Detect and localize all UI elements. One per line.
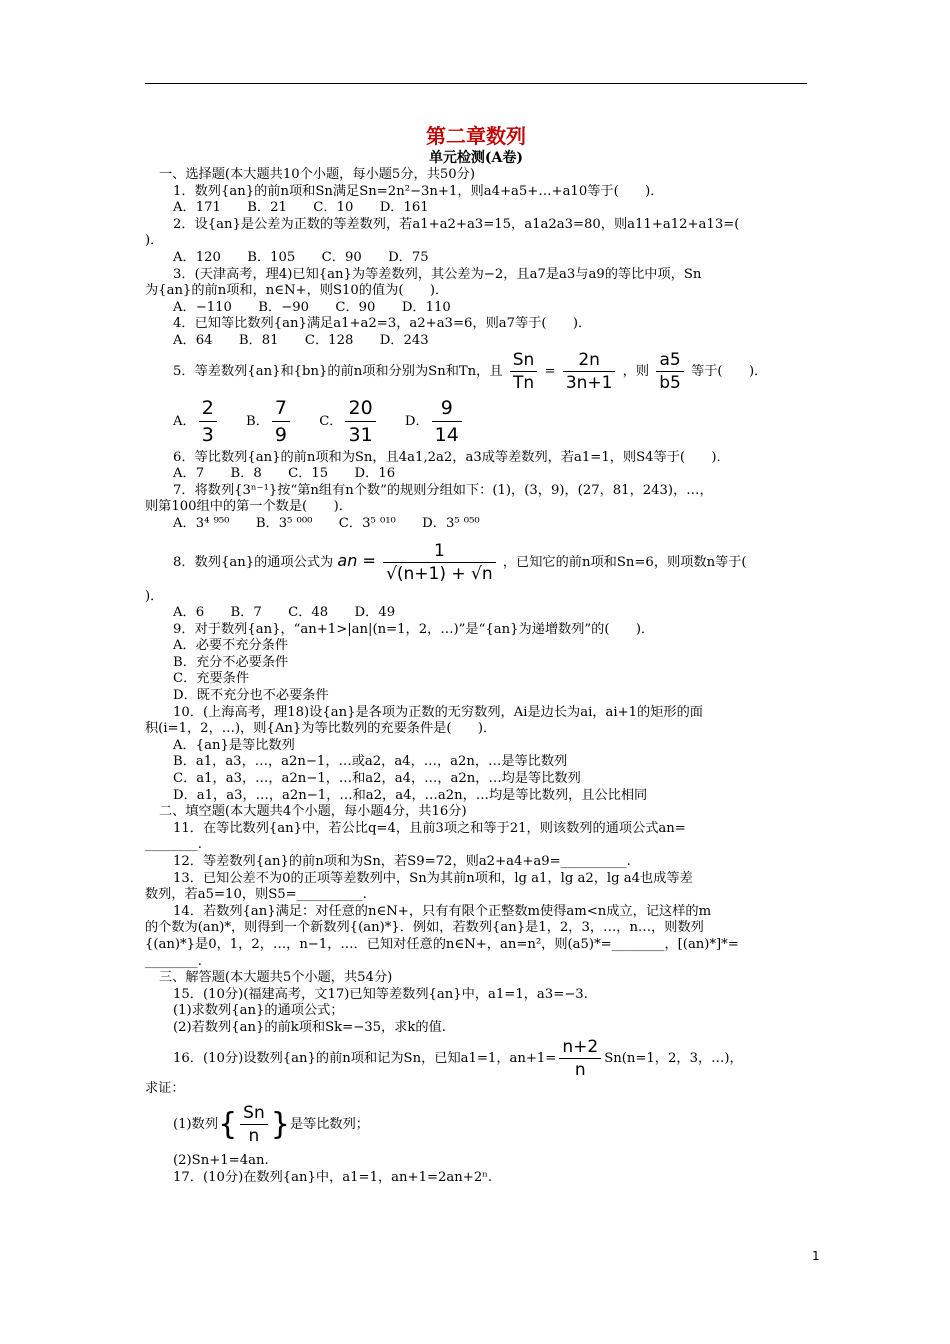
question-4: 4．已知等比数列{an}满足a1+a2=3，a2+a3=6，则a7等于( )． (173, 316, 592, 332)
fraction-n2-n: $\frac{n+2}{n}$ (559, 1037, 601, 1080)
question-2: 2．设{an}是公差为正数的等差数列，若a1+a2+a3=15，a1a2a3=80，则a11+a12+a13=( (173, 216, 740, 232)
page-number: 1 (812, 1249, 820, 1263)
option-b-fraction: $\frac{7}{9}$ (272, 396, 290, 447)
question-7-cont: 则第100组中的第一个数是( )． (145, 499, 352, 515)
option-10c: C．a1，a3，…，a2n−1，…和a2，a4，…，a2n，…均是等比数列 (173, 771, 581, 787)
question-13: 13．已知公差不为0的正项等差数列中，Sn为其前n项和，lg a1，lg a2，lg a4也成等差 (173, 870, 693, 886)
formula-an: an = (337, 550, 376, 570)
question-14-cont2: {(an)*}是0，1，2，…，n−1，…．已知对任意的n∈N+，an=n²，则(a5)*=________，[(an)*]*= (145, 936, 739, 952)
question-10-cont: 积(i=1，2，…)，则{An}为等比数列的充要条件是( )． (145, 721, 497, 737)
option-9c: C．充要条件 (173, 671, 250, 687)
question-17: 17．(10分)在数列{an}中，a1=1，an+1=2an+2ⁿ. (173, 1169, 493, 1185)
fraction-a5-b5: $\frac{a5}{b5}$ (656, 350, 684, 393)
question-11-cont: ________. (145, 837, 202, 853)
fraction-sn-tn: $\frac{Sn}{Tn}$ (510, 350, 538, 393)
question-7: 7．将数列{3ⁿ⁻¹}按“第n组有n个数”的规则分组如下：(1)，(3，9)，(27，81，243)，…， (173, 482, 713, 498)
question-15-part1: (1)求数列{an}的通项公式； (173, 1003, 344, 1019)
chapter-title: 第二章数列 (426, 124, 526, 148)
question-9: 9．对于数列{an}，“an+1>|an|(n=1，2，…)”是“{an}为递增数列”的( )． (173, 621, 655, 637)
question-2-cont: )． (145, 233, 164, 249)
question-16-part1: (1)数列{ $\frac{Sn}{n}$ }是等比数列； (173, 1103, 369, 1147)
question-16-part2: (2)Sn+1=4an. (173, 1153, 269, 1169)
fraction-2n: $\frac{2n}{3n+1}$ (563, 350, 616, 393)
question-14-cont3: ________. (145, 953, 202, 969)
option-9d: D．既不充分也不必要条件 (173, 688, 329, 704)
options-5: A． $\frac{2}{3}$ B． $\frac{7}{9}$ C． $\frac{20}{31}$ D． $\frac{9}{14}$ (145, 394, 807, 450)
question-13-cont: 数列，若a5=10，则S5=__________. (145, 887, 367, 903)
options-6: A．7 B．8 C．15 D．16 (173, 466, 396, 482)
option-d-fraction: $\frac{9}{14}$ (432, 396, 462, 447)
option-10d: D．a1，a3，…，a2n−1，…和a2，a4，…a2n，…均是等比数列，且公比相同 (173, 787, 648, 803)
section-heading-fill: 二、填空题(本大题共4个小题，每小题4分，共16分) (159, 804, 467, 820)
question-14-cont: 的个数为(an)*，则得到一个新数列{(an)*}．例如，若数列{an}是1，2，3，…，n…，则数列 (145, 920, 704, 936)
right-brace-icon: } (270, 1106, 290, 1142)
option-9a: A．必要不充分条件 (173, 638, 289, 654)
question-5: 5．等差数列{an}和{bn}的前n项和分别为Sn和Tn，且 $\frac{Sn}{Tn}$ = $\frac{2n}{3n+1}$ ，则 $\frac{a5}{b5}$ 等于( )． (173, 349, 768, 393)
question-15-part2: (2)若数列{an}的前k项和Sk=−35，求k的值. (173, 1019, 446, 1035)
options-3: A．−110 B．−90 C．90 D．110 (173, 299, 451, 315)
header-rule (145, 83, 807, 84)
question-16: 16．(10分)设数列{an}的前n项和记为Sn，已知a1=1，an+1= $\frac{n+2}{n}$ Sn(n=1，2，3，…)， (173, 1036, 743, 1080)
options-4: A．64 B．81 C．128 D．243 (173, 332, 429, 348)
section-heading-choice: 一、选择题(本大题共10个小题，每小题5分，共50分) (159, 167, 475, 182)
question-11: 11．在等比数列{an}中，若公比q=4，且前3项之和等于21，则该数列的通项公式an= (173, 820, 686, 836)
options-1: A．171 B．21 C．10 D．161 (173, 200, 429, 216)
fraction-sqrt: $\frac{1}{√(n+1) + √n}$ (383, 541, 496, 584)
question-8-cont: )． (145, 588, 164, 604)
option-a-fraction: $\frac{2}{3}$ (199, 396, 217, 447)
section-heading-answer: 三、解答题(本大题共5个小题，共54分) (159, 970, 393, 986)
question-16-cont: 求证： (145, 1080, 185, 1096)
options-8: A．6 B．7 C．48 D．49 (173, 605, 396, 621)
question-8: 8．数列{an}的通项公式为 an = $\frac{1}{√(n+1) + √n}$ ，已知它的前n项和Sn=6，则项数n等于( (173, 540, 747, 584)
left-brace-icon: { (218, 1106, 238, 1142)
option-10a: A．{an}是等比数列 (173, 737, 295, 753)
option-c-fraction: $\frac{20}{31}$ (345, 396, 375, 447)
question-3-cont: 为{an}的前n项和，n∈N+，则S10的值为( )． (145, 283, 449, 299)
question-3: 3．(天津高考，理4)已知{an}为等差数列，其公差为−2，且a7是a3与a9的等比中项，Sn (173, 266, 702, 282)
option-10b: B．a1，a3，…，a2n−1，…或a2，a4，…，a2n，…是等比数列 (173, 754, 568, 770)
section-subtitle: 单元检测(A卷) (428, 150, 524, 166)
question-15: 15．(10分)(福建高考，文17)已知等差数列{an}中，a1=1，a3=−3. (173, 986, 588, 1002)
question-12: 12．等差数列{an}的前n项和为Sn，若S9=72，则a2+a4+a9=__________. (173, 854, 631, 869)
question-10: 10．(上海高考，理18)设{an}是各项为正数的无穷数列，Ai是边长为ai，ai+1的矩形的面 (173, 704, 703, 720)
fraction-sn-n: $\frac{Sn}{n}$ (240, 1103, 268, 1146)
question-6: 6．等比数列{an}的前n项和为Sn，且4a1,2a2，a3成等差数列，若a1=1，则S4等于( )． (173, 449, 730, 465)
option-9b: B．充分不必要条件 (173, 654, 289, 670)
options-2: A．120 B．105 C．90 D．75 (173, 249, 429, 265)
question-1: 1．数列{an}的前n项和Sn满足Sn=2n²−3n+1，则a4+a5+…+a10等于( )． (173, 183, 664, 199)
document-body (145, 95, 807, 1186)
question-5-prefix: 5．等差数列{an}和{bn}的前n项和分别为Sn和Tn，且 (173, 363, 503, 379)
options-7: A．3⁴ ⁹⁵⁰ B．3⁵ ⁰⁰⁰ C．3⁵ ⁰¹⁰ D．3⁵ ⁰⁵⁰ (173, 515, 480, 531)
question-14: 14．若数列{an}满足：对任意的n∈N+，只有有限个正整数m使得am<n成立，记这样的m (173, 903, 712, 919)
